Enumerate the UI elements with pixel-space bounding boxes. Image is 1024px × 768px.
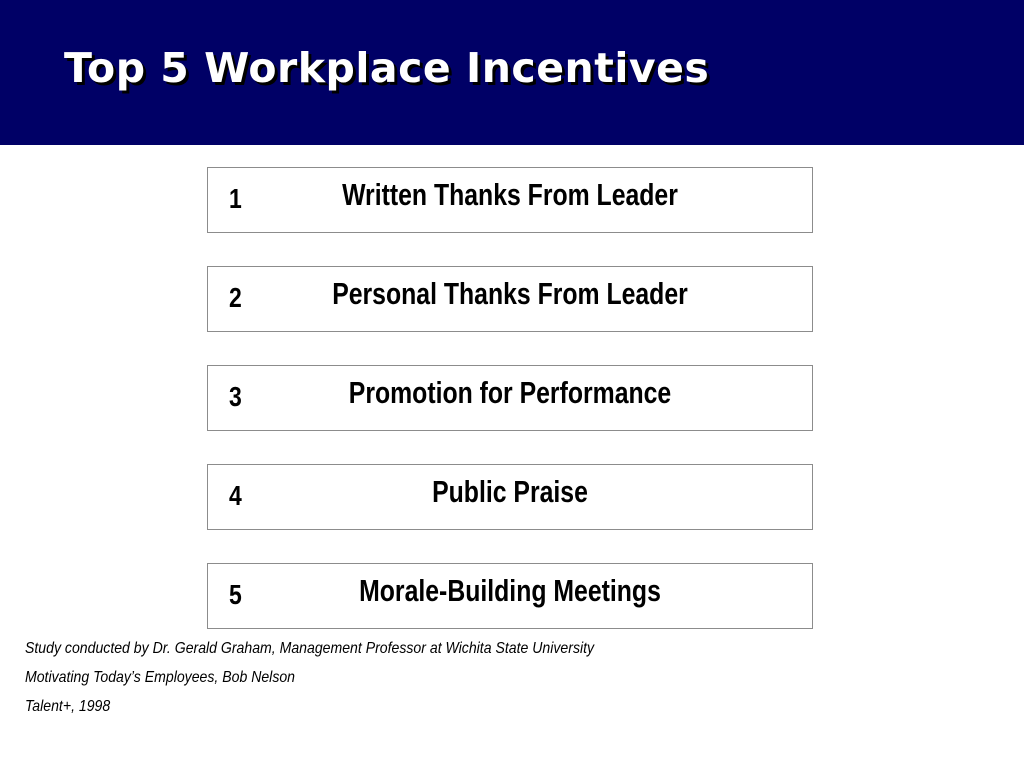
incentive-label: Morale-Building Meetings — [359, 573, 661, 608]
incentive-label: Public Praise — [432, 474, 588, 509]
title-banner — [0, 0, 1024, 145]
incentive-label: Written Thanks From Leader — [342, 177, 678, 212]
incentive-item-2 — [207, 266, 813, 332]
incentive-label: Personal Thanks From Leader — [332, 276, 688, 311]
incentive-rank: 1 — [229, 183, 242, 214]
source-notes — [25, 638, 672, 725]
source-note: Study conducted by Dr. Gerald Graham, Management Professor at Wichita State University — [25, 640, 595, 657]
incentive-rank: 3 — [229, 381, 242, 412]
incentive-label: Promotion for Performance — [348, 375, 672, 410]
incentive-rank: 5 — [229, 579, 242, 610]
incentive-item-1 — [207, 167, 813, 233]
incentive-item-5 — [207, 563, 813, 629]
incentive-item-4 — [207, 464, 813, 530]
incentive-rank: 4 — [229, 480, 242, 511]
source-note: Motivating Today’s Employees, Bob Nelson — [25, 669, 296, 686]
incentives-list — [207, 167, 813, 662]
source-note: Talent+, 1998 — [25, 698, 111, 715]
incentive-item-3 — [207, 365, 813, 431]
incentive-rank: 2 — [229, 282, 242, 313]
slide-title: Top 5 Workplace Incentives — [64, 44, 710, 92]
